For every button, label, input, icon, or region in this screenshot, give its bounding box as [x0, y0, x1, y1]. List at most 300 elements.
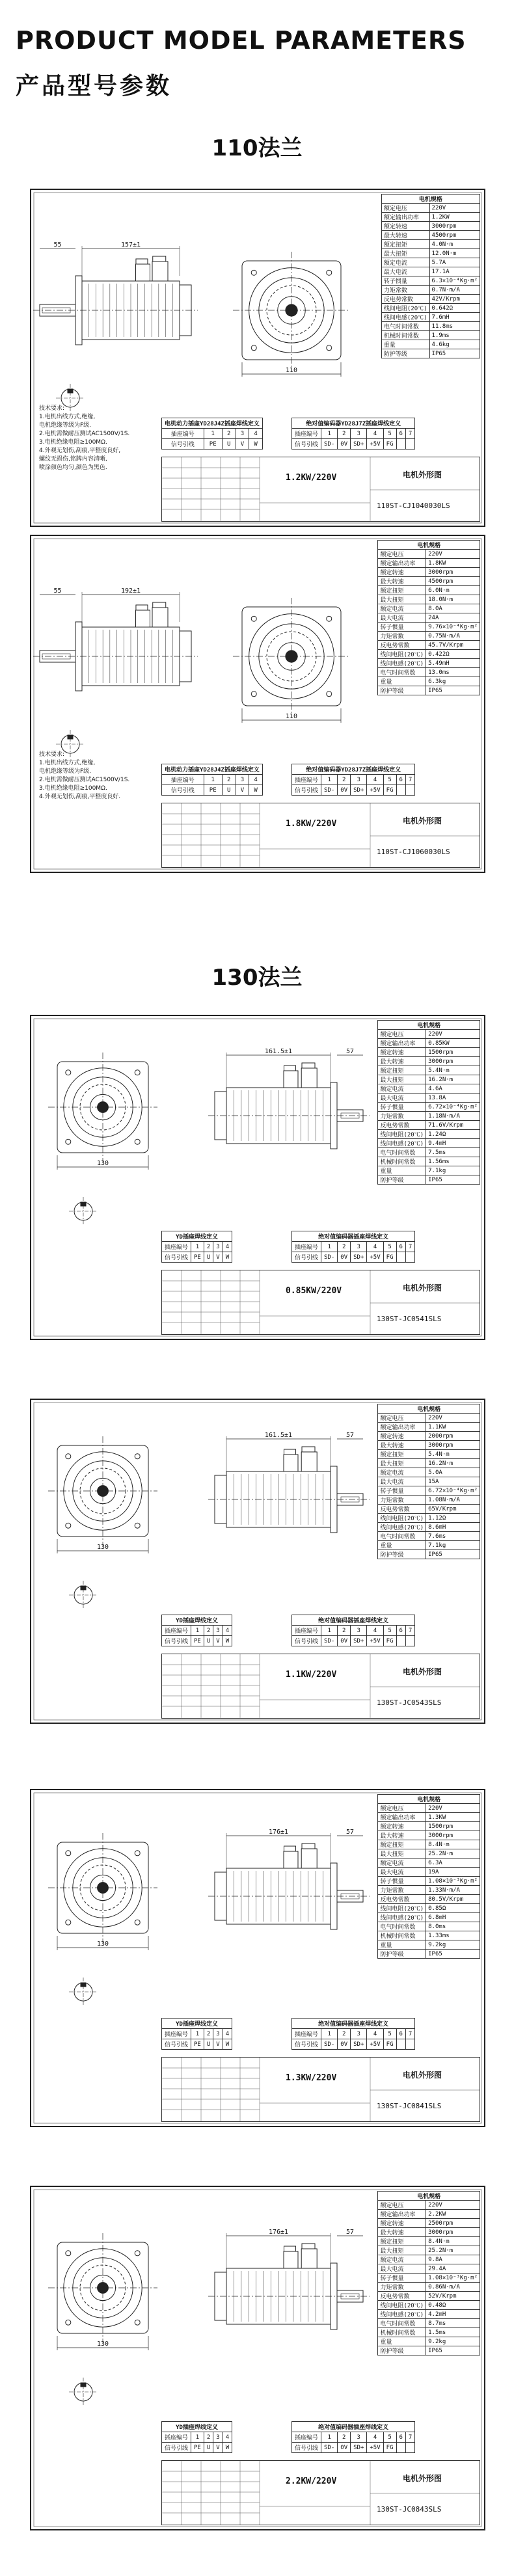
- spec-name: 额定电压: [381, 204, 429, 213]
- spec-name: 电气时间常数: [381, 322, 429, 331]
- spec-row: [378, 668, 480, 677]
- spec-value: 0.75N·m/A: [426, 632, 480, 641]
- motor-spec-table: [377, 1794, 480, 1959]
- pin-row-header: 插座编号: [162, 429, 204, 439]
- pin-number: 7: [405, 429, 414, 439]
- spec-name: 额定扭矩: [378, 1066, 426, 1075]
- model-code: 130ST-JC0841SLS: [377, 2102, 442, 2110]
- spec-name: 线间电感(20℃): [378, 2310, 426, 2319]
- spec-value: 1500rpm: [426, 1048, 480, 1057]
- spec-value: 1.56ms: [426, 1157, 480, 1166]
- spec-row: [378, 686, 480, 695]
- pin-signal: SD-: [321, 1252, 338, 1263]
- pin-number: 5: [383, 1626, 396, 1636]
- spec-value: 5.7A: [429, 258, 480, 267]
- signal-row-header: 信号引线: [292, 1252, 321, 1263]
- pin-signal: 0V: [338, 2443, 351, 2453]
- spec-name: 额定转速: [378, 568, 426, 577]
- pin-number: 2: [204, 2432, 213, 2443]
- spec-name: 转子惯量: [378, 1103, 426, 1112]
- power-connector-table: [161, 1615, 232, 1646]
- spec-value: 4500rpm: [426, 577, 480, 586]
- note-line: 3.电机绝缘电阻≥100MΩ.: [39, 439, 107, 446]
- spec-value: 15A: [426, 1477, 480, 1486]
- spec-value: 80.5V/Krpm: [426, 1895, 480, 1904]
- pin-signal: 0V: [338, 2039, 351, 2050]
- spec-row: [378, 650, 480, 659]
- spec-value: 8.4N·m: [426, 2237, 480, 2246]
- spec-row: [378, 1441, 480, 1450]
- spec-row: [381, 276, 480, 286]
- spec-value: 8.4N·m: [426, 1840, 480, 1849]
- spec-row: [381, 295, 480, 304]
- spec-name: 最大电流: [381, 267, 429, 276]
- motor-spec-table: [381, 194, 480, 358]
- pin-signal: FG: [383, 2039, 396, 2050]
- pin-number: 3: [213, 2029, 223, 2039]
- spec-name: 防护等级: [378, 1175, 426, 1185]
- pin-signal: U: [222, 785, 236, 796]
- pin-number: 2: [204, 2029, 213, 2039]
- length-dimension-label: 176±1: [268, 1829, 289, 1836]
- spec-name: 额定输出功率: [378, 1423, 426, 1432]
- spec-name: 重量: [378, 1940, 426, 1950]
- spec-name: 额定电流: [378, 1858, 426, 1868]
- pin-signal: [405, 1252, 414, 1263]
- front-view-drawing: [48, 1436, 157, 1553]
- spec-row: [378, 1093, 480, 1103]
- spec-name: 重量: [378, 1166, 426, 1175]
- pin-number: 3: [351, 2432, 367, 2443]
- spec-name: 额定输出功率: [378, 1039, 426, 1048]
- shaft-section-detail: [69, 1978, 98, 2006]
- spec-row: [378, 1813, 480, 1822]
- spec-value: 1.8KW: [426, 559, 480, 568]
- title-block-grid: [162, 457, 480, 521]
- spec-name: 额定扭矩: [378, 586, 426, 595]
- pin-signal: U: [204, 2039, 213, 2050]
- spec-value: 5.4N·m: [426, 1066, 480, 1075]
- spec-row: [378, 1166, 480, 1175]
- length-dimension-label: 161.5±1: [264, 1432, 293, 1439]
- spec-name: 力矩常数: [381, 286, 429, 295]
- spec-name: 最大电流: [378, 613, 426, 623]
- spec-row: [378, 1532, 480, 1541]
- spec-row: [381, 258, 480, 267]
- spec-value: 6.0N·m: [426, 586, 480, 595]
- spec-row: [378, 604, 480, 613]
- power-connector-table: [161, 1231, 232, 1263]
- pin-number: 2: [338, 1626, 351, 1636]
- pin-number: 2: [338, 2432, 351, 2443]
- spec-row: [378, 1139, 480, 1148]
- spec-name: 重量: [381, 340, 429, 349]
- pin-number: 2: [338, 775, 351, 785]
- spec-name: 线间电感(20℃): [381, 313, 429, 322]
- spec-value: 9.8A: [426, 2255, 480, 2264]
- pin-signal: PE: [204, 439, 222, 449]
- drawing-name: 电机外形图: [403, 470, 442, 479]
- pin-signal: V: [213, 2039, 223, 2050]
- spec-row: [378, 1822, 480, 1831]
- pin-signal: [405, 2039, 414, 2050]
- pin-signal: FG: [383, 785, 396, 796]
- spec-name: 反电势常数: [378, 2292, 426, 2301]
- note-line: 4.外观无划伤,刮痕,平整度良好,: [39, 448, 121, 454]
- side-view-drawing: [208, 1048, 370, 1149]
- shaft-dimension-label: 55: [53, 241, 62, 248]
- spec-row: [381, 240, 480, 249]
- spec-value: IP65: [426, 1950, 480, 1959]
- spec-row: [378, 1849, 480, 1858]
- spec-value: 2000rpm: [426, 1432, 480, 1441]
- pin-number: 1: [191, 2029, 204, 2039]
- pin-signal: U: [204, 1636, 213, 1646]
- spec-value: 2.2KW: [426, 2210, 480, 2219]
- spec-table-title: 电机规格: [378, 1404, 480, 1414]
- spec-value: 2500rpm: [426, 2219, 480, 2228]
- spec-row: [378, 2292, 480, 2301]
- pin-number: 4: [223, 1242, 232, 1252]
- technical-notes: [39, 751, 129, 801]
- spec-table-title: 电机规格: [378, 2192, 480, 2201]
- front-view-drawing: [233, 252, 350, 377]
- spec-row: [378, 1450, 480, 1459]
- spec-row: [381, 286, 480, 295]
- spec-row: [378, 1148, 480, 1157]
- spec-value: 12.0N·m: [429, 249, 480, 258]
- pin-number: 4: [249, 429, 263, 439]
- signal-row-header: 信号引线: [162, 2039, 191, 2050]
- spec-value: 4.6kg: [429, 340, 480, 349]
- spec-value: 220V: [426, 1804, 480, 1813]
- connector-caption: YD插座焊线定义: [162, 1615, 232, 1626]
- motor-rating: 1.3KW/220V: [286, 2073, 337, 2083]
- pin-number: 7: [405, 2029, 414, 2039]
- pin-row-header: 插座编号: [162, 775, 204, 785]
- spec-value: 17.1A: [429, 267, 480, 276]
- connector-caption: 绝对值编码器插座焊线定义: [292, 1231, 415, 1242]
- spec-row: [378, 2237, 480, 2246]
- spec-value: 1.33N·m/A: [426, 1886, 480, 1895]
- pin-signal: PE: [204, 785, 222, 796]
- pin-number: 7: [405, 1626, 414, 1636]
- spec-value: 3000rpm: [429, 222, 480, 231]
- spec-name: 额定扭矩: [378, 2237, 426, 2246]
- spec-name: 额定电流: [378, 1468, 426, 1477]
- spec-name: 额定输出功率: [378, 559, 426, 568]
- pin-signal: +5V: [367, 2039, 383, 2050]
- spec-row: [378, 1496, 480, 1505]
- pin-signal: W: [223, 1252, 232, 1263]
- spec-name: 重量: [378, 677, 426, 686]
- motor-spec-table: [377, 540, 480, 695]
- spec-value: 16.2N·m: [426, 1459, 480, 1468]
- spec-row: [378, 2255, 480, 2264]
- shaft-dimension-label: 55: [53, 587, 62, 595]
- spec-name: 额定输出功率: [378, 1813, 426, 1822]
- spec-row: [378, 2301, 480, 2310]
- side-view-drawing: [208, 2229, 370, 2329]
- pin-signal: PE: [191, 1636, 204, 1646]
- encoder-connector-table: [291, 2018, 415, 2050]
- spec-value: 1.08×10⁻³Kg·m²: [426, 2274, 480, 2283]
- pin-number: 7: [405, 2432, 414, 2443]
- pin-row-header: 插座编号: [292, 1242, 321, 1252]
- pin-row-header: 插座编号: [292, 429, 321, 439]
- spec-value: IP65: [426, 686, 480, 695]
- pin-number: 3: [213, 2432, 223, 2443]
- pin-signal: 0V: [338, 1252, 351, 1263]
- spec-name: 力矩常数: [378, 1112, 426, 1121]
- spec-name: 额定电流: [378, 2255, 426, 2264]
- spec-value: 65V/Krpm: [426, 1505, 480, 1514]
- note-line: 电机绝缘等级为F级.: [39, 768, 92, 775]
- pin-number: 2: [204, 1626, 213, 1636]
- pin-signal: +5V: [367, 2443, 383, 2453]
- spec-name: 额定电压: [378, 1414, 426, 1423]
- signal-row-header: 信号引线: [292, 2443, 321, 2453]
- spec-value: 6.3kg: [426, 677, 480, 686]
- spec-name: 线间电阻(20℃): [378, 1514, 426, 1523]
- motor-spec-table: [377, 1020, 480, 1185]
- spec-name: 线间电阻(20℃): [378, 1130, 426, 1139]
- spec-row: [378, 641, 480, 650]
- pin-signal: V: [213, 1252, 223, 1263]
- spec-table-title: 电机规格: [378, 1021, 480, 1030]
- shaft-dimension-label: 57: [345, 1432, 355, 1439]
- pin-number: 2: [222, 429, 236, 439]
- spec-value: IP65: [426, 2346, 480, 2355]
- pin-signal: PE: [191, 2039, 204, 2050]
- spec-row: [381, 267, 480, 276]
- pin-row-header: 插座编号: [292, 1626, 321, 1636]
- connector-caption: 绝对值编码器YD28J7Z插座焊线定义: [292, 764, 415, 775]
- spec-value: 52V/Krpm: [426, 2292, 480, 2301]
- side-view-drawing: [208, 1432, 370, 1533]
- spec-name: 电气时间常数: [378, 668, 426, 677]
- spec-value: 24A: [426, 613, 480, 623]
- technical-notes: [39, 405, 129, 472]
- spec-name: 转子惯量: [381, 276, 429, 286]
- spec-row: [378, 1039, 480, 1048]
- length-dimension-label: 161.5±1: [264, 1048, 293, 1055]
- pin-number: 6: [396, 2029, 405, 2039]
- encoder-connector-table: [291, 418, 415, 449]
- pin-row-header: 插座编号: [292, 2029, 321, 2039]
- spec-name: 机械时间常数: [378, 1157, 426, 1166]
- pin-signal: SD-: [321, 1636, 338, 1646]
- spec-value: 9.2kg: [426, 2337, 480, 2346]
- spec-value: 16.2N·m: [426, 1075, 480, 1084]
- spec-name: 最大扭矩: [381, 249, 429, 258]
- spec-row: [378, 2210, 480, 2219]
- signal-row-header: 信号引线: [162, 1252, 191, 1263]
- motor-rating: 0.85KW/220V: [286, 1286, 342, 1296]
- spec-value: 0.7N·m/A: [429, 286, 480, 295]
- spec-row: [381, 349, 480, 358]
- pin-number: 2: [338, 1242, 351, 1252]
- spec-value: 1.1KW: [426, 1423, 480, 1432]
- spec-value: 18.0N·m: [426, 595, 480, 604]
- spec-row: [378, 2228, 480, 2237]
- spec-value: 13.0ms: [426, 668, 480, 677]
- spec-row: [378, 1514, 480, 1523]
- spec-row: [378, 2328, 480, 2337]
- spec-table-title: 电机规格: [381, 195, 480, 204]
- section-label: 130法兰: [211, 965, 303, 991]
- shaft-dimension-label: 57: [345, 1829, 355, 1836]
- pin-number: 6: [396, 429, 405, 439]
- spec-name: 额定扭矩: [378, 1450, 426, 1459]
- spec-value: 6.8mH: [426, 1913, 480, 1922]
- spec-value: 1.33ms: [426, 1931, 480, 1940]
- spec-value: 1.2KW: [429, 213, 480, 222]
- encoder-connector-table: [291, 1615, 415, 1646]
- note-line: 3.电机绝缘电阻≥100MΩ.: [39, 785, 107, 792]
- spec-value: 19A: [426, 1868, 480, 1877]
- spec-name: 额定输出功率: [378, 2210, 426, 2219]
- pin-row-header: 插座编号: [292, 775, 321, 785]
- shaft-dimension-label: 57: [345, 1048, 355, 1055]
- connector-caption: 绝对值编码器插座焊线定义: [292, 2422, 415, 2432]
- spec-row: [378, 568, 480, 577]
- drawing-name: 电机外形图: [403, 2071, 442, 2080]
- note-line: 螺纹无损伤,铭牌内容清晰,: [39, 456, 107, 463]
- spec-name: 机械时间常数: [378, 1931, 426, 1940]
- pin-signal: U: [204, 1252, 213, 1263]
- pin-number: 1: [321, 2432, 338, 2443]
- spec-value: 6.3A: [426, 1858, 480, 1868]
- spec-name: 机械时间常数: [378, 2328, 426, 2337]
- spec-row: [378, 2264, 480, 2274]
- connector-caption: 绝对值编码器插座焊线定义: [292, 2019, 415, 2029]
- page-title-cn: 产品型号参数: [16, 73, 172, 100]
- spec-value: 1.3KW: [426, 1813, 480, 1822]
- spec-row: [378, 1940, 480, 1950]
- spec-value: 9.4mH: [426, 1139, 480, 1148]
- spec-name: 线间电感(20℃): [378, 1523, 426, 1532]
- title-block-grid: [162, 803, 480, 867]
- pin-number: 2: [204, 1242, 213, 1252]
- spec-value: 7.5ms: [426, 1148, 480, 1157]
- spec-name: 额定电流: [381, 258, 429, 267]
- spec-row: [378, 1175, 480, 1185]
- spec-value: 5.49mH: [426, 659, 480, 668]
- spec-name: 最大扭矩: [378, 1459, 426, 1468]
- spec-name: 额定扭矩: [378, 1840, 426, 1849]
- spec-value: 7.1kg: [426, 1166, 480, 1175]
- spec-value: 71.6V/Krpm: [426, 1121, 480, 1130]
- pin-number: 3: [213, 1242, 223, 1252]
- signal-row-header: 信号引线: [162, 1636, 191, 1646]
- spec-value: 220V: [426, 1414, 480, 1423]
- pin-number: 4: [367, 775, 383, 785]
- pin-number: 4: [223, 1626, 232, 1636]
- pin-signal: SD+: [351, 785, 367, 796]
- spec-value: 3000rpm: [426, 2228, 480, 2237]
- pin-signal: U: [204, 2443, 213, 2453]
- spec-name: 最大转速: [378, 1831, 426, 1840]
- pin-signal: +5V: [367, 1636, 383, 1646]
- title-block: [161, 2057, 480, 2122]
- spec-name: 额定电压: [378, 550, 426, 559]
- spec-name: 防护等级: [378, 2346, 426, 2355]
- pin-number: 2: [222, 775, 236, 785]
- spec-value: 8.6mH: [426, 1523, 480, 1532]
- spec-row: [378, 1895, 480, 1904]
- title-block: [161, 1270, 480, 1335]
- title-block: [161, 803, 480, 868]
- title-block-grid: [162, 1654, 480, 1718]
- note-line: 1.电机出线方式,绝缘,: [39, 414, 96, 420]
- pin-signal: FG: [383, 2443, 396, 2453]
- spec-name: 最大转速: [378, 2228, 426, 2237]
- spec-row: [378, 1922, 480, 1931]
- signal-row-header: 信号引线: [292, 2039, 321, 2050]
- pin-number: 1: [191, 1242, 204, 1252]
- spec-row: [381, 322, 480, 331]
- spec-row: [381, 213, 480, 222]
- flange-dimension-label: 130: [96, 1940, 109, 1948]
- spec-table-title: 电机规格: [378, 1795, 480, 1804]
- connector-caption: YD插座焊线定义: [162, 1231, 232, 1242]
- pin-number: 3: [351, 2029, 367, 2039]
- spec-name: 额定转速: [378, 1822, 426, 1831]
- pin-number: 1: [321, 1626, 338, 1636]
- pin-signal: PE: [191, 2443, 204, 2453]
- pin-number: 5: [383, 775, 396, 785]
- spec-row: [378, 1868, 480, 1877]
- spec-value: 3000rpm: [426, 1441, 480, 1450]
- spec-name: 反电势常数: [378, 1121, 426, 1130]
- spec-name: 最大电流: [378, 2264, 426, 2274]
- spec-name: 额定转速: [378, 1048, 426, 1057]
- spec-row: [378, 1423, 480, 1432]
- pin-signal: SD+: [351, 439, 367, 449]
- spec-value: 7.1kg: [426, 1541, 480, 1550]
- pin-signal: 0V: [338, 1636, 351, 1646]
- spec-name: 反电势常数: [378, 1505, 426, 1514]
- spec-value: 29.4A: [426, 2264, 480, 2274]
- pin-number: 5: [383, 429, 396, 439]
- spec-value: 0.422Ω: [426, 650, 480, 659]
- title-block: [161, 457, 480, 522]
- spec-name: 电气时间常数: [378, 2319, 426, 2328]
- spec-value: 8.0ms: [426, 1922, 480, 1931]
- spec-value: 1.9ms: [429, 331, 480, 340]
- spec-value: IP65: [429, 349, 480, 358]
- spec-row: [378, 1550, 480, 1559]
- note-line: 2.电机需做耐压测试AC1500V/1S.: [39, 777, 130, 783]
- encoder-connector-table: [291, 2421, 415, 2453]
- flange-dimension-label: 130: [96, 1160, 109, 1167]
- spec-row: [381, 249, 480, 258]
- connector-caption: 绝对值编码器插座焊线定义: [292, 1615, 415, 1626]
- pin-number: 4: [223, 2432, 232, 2443]
- model-code: 110ST-CJ1060030LS: [377, 848, 450, 856]
- spec-row: [378, 632, 480, 641]
- spec-row: [378, 1804, 480, 1813]
- power-connector-table: [161, 2421, 232, 2453]
- spec-value: 1500rpm: [426, 1822, 480, 1831]
- spec-name: 反电势常数: [378, 641, 426, 650]
- flange-dimension-label: 110: [285, 367, 298, 374]
- pin-signal: SD-: [321, 439, 338, 449]
- spec-row: [378, 1048, 480, 1057]
- pin-signal: [396, 1252, 405, 1263]
- encoder-connector-table: [291, 1231, 415, 1263]
